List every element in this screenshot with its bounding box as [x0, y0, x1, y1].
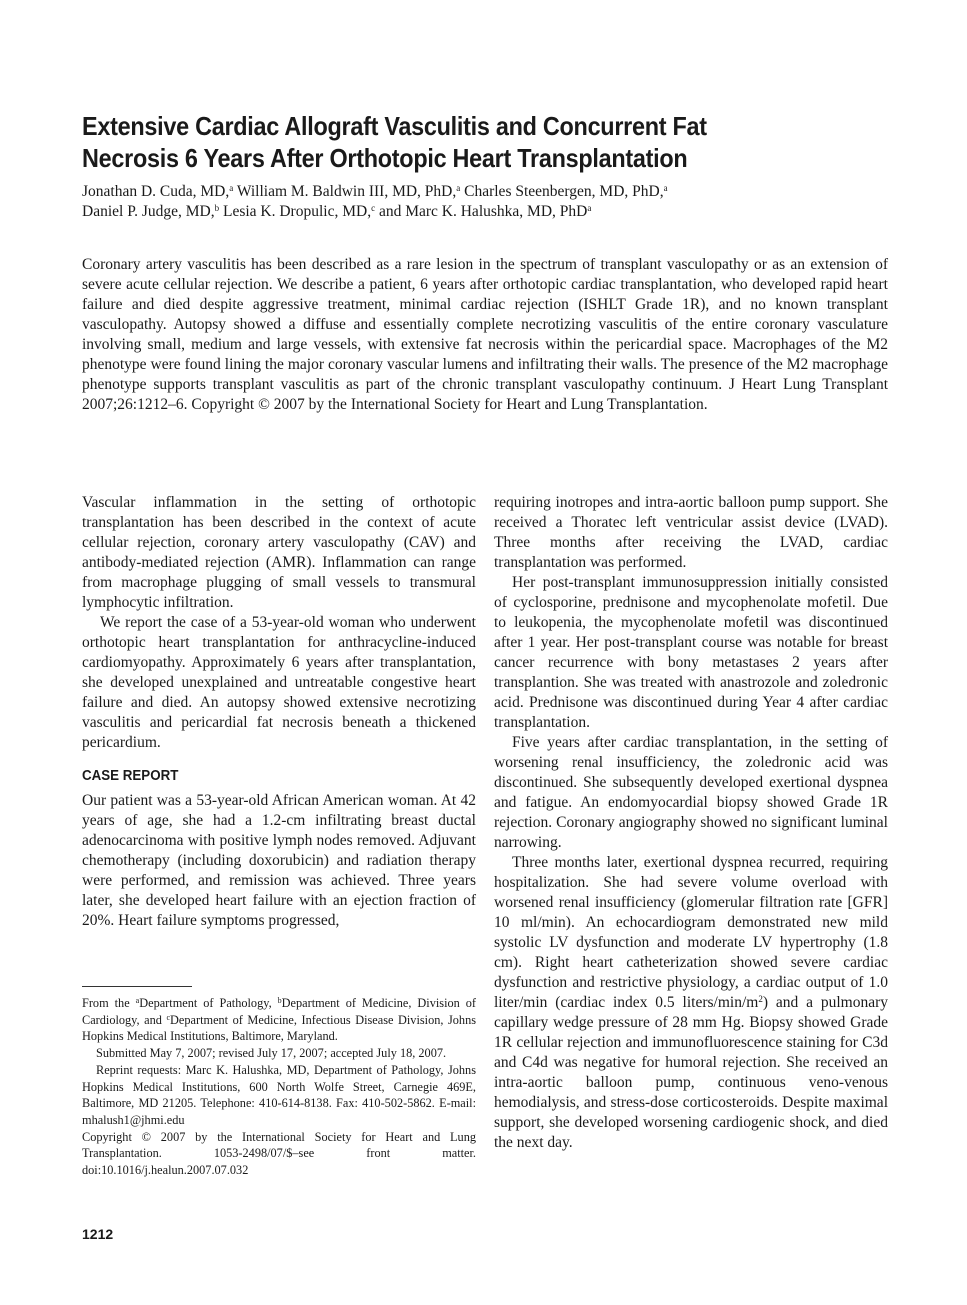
footnote-aff-b: Department of Medicine, Division of Cardiology, and [82, 996, 477, 1027]
title-line-1: Extensive Cardiac Allograft Vasculitis and Concurrent Fat [82, 111, 707, 141]
affiliation-marker: a [135, 996, 140, 1005]
author-name: Marc K. Halushka, MD, PhD [405, 203, 588, 220]
footnote-divider [82, 986, 192, 987]
article-title [82, 110, 820, 174]
affiliation-marker: b [277, 996, 282, 1005]
author-join: and [378, 203, 402, 220]
left-column [82, 493, 476, 931]
footnote-aff-c: Department of Medicine, Infectious Disease Division, Johns Hopkins Medical Institutions, Baltimore, Maryland. [82, 1012, 477, 1044]
affiliation-marker: c [166, 1012, 171, 1022]
footnote-submitted: Submitted May 7, 2007; revised July 17, 2007; accepted July 18, 2007. [96, 1046, 447, 1061]
author-list [82, 182, 902, 222]
affiliation-marker: a [456, 183, 461, 193]
author-name: Daniel P. Judge, MD, [82, 203, 215, 220]
case-paragraph-continued: requiring inotropes and intra-aortic balloon pump support. She received a Thoratec left ventricular assist device (LVAD). Three months after receiving the LVAD, cardiac transplantation was performed. [494, 494, 888, 571]
footnote-affiliations [82, 995, 476, 1045]
case-paragraph-4-part-1: Three months later, exertional dyspnea recurred, requiring hospitalization. She had severe volume overload with worsened renal insufficiency (glomerular filtration rate [GFR] 10 ml/min). An echocardiogram demonstrated new mild systolic LV dysfunction and moderate LV hypertrophy (1.8 cm). Right heart catheterization showed severe cardiac dysfunction and restrictive physiology, a cardiac output of 1.0 liter/min (cardiac index 0.5 liters/min/m [494, 854, 888, 1011]
author-name: Lesia K. Dropulic, MD, [222, 203, 372, 220]
case-paragraph-1: Our patient was a 53-year-old African American woman. At 42 years of age, she had a 1.2-cm infiltrating breast ductal adenocarcinoma with positive lymph nodes removed. Adjuvant chemotherapy (including doxorubicin) and radiation therapy were performed, and remission was achieved. Three years later, she developed heart failure with an ejection fraction of 20%. Heart failure symptoms progressed, [82, 792, 476, 929]
title-line-2: Necrosis 6 Years After Orthotopic Heart Transplantation [82, 143, 688, 173]
superscript-2: 2 [758, 994, 763, 1004]
footnote-reprint: Reprint requests: Marc K. Halushka, MD, Department of Pathology, Johns Hopkins Medical Institutions, 600 North Wolfe Street, Carnegie 469E, Baltimore, MD 21205. Telephone: 410-614-8138. Fax: 410-502-5862. E-mail: mhalush1@jhmi.edu [82, 1062, 476, 1127]
author-name: William M. Baldwin III, MD, PhD, [236, 183, 457, 200]
abstract: Coronary artery vasculitis has been described as a rare lesion in the spectrum of transplant vasculopathy or as an extension of severe acute cellular rejection. We describe a patient, 6 years after orthotopic cardiac transplantation, who developed rapid heart failure and died despite aggressive treatment, minimal cardiac rejection (ISHLT Grade 1R), and no known transplant vasculopathy. Autopsy showed a diffuse and essentially complete necrotizing vasculitis of the entire coronary vasculature involving small, medium and large vessels, with extensive fat necrosis within the pericardial space. Macrophages of the M2 phenotype were found lining the major coronary vascular lumens and infiltrating their walls. The presence of the M2 macrophage phenotype supports transplant vasculitis as part of the chronic transplant vasculopathy continuum. J Heart Lung Transplant 2007;26:1212–6. Copyright © 2007 by the International Society for Heart and Lung Transplantation. [82, 256, 888, 413]
affiliation-marker: b [214, 203, 220, 213]
case-paragraph-3: Five years after cardiac transplantation, in the setting of worsening renal insufficiency, the zoledronic acid was discontinued. She subsequently developed exertional dyspnea and fatigue. An endomyocardial biopsy showed Grade 1R rejection. Coronary angiography showed no significant luminal narrowing. [494, 734, 888, 851]
author-line-2 [82, 202, 902, 222]
case-paragraph-4 [494, 853, 888, 1153]
case-paragraph-2: Her post-transplant immunosuppression initially consisted of cyclosporine, prednisone and mycophenolate mofetil. Due to leukopenia, the mycophenolate mofetil was discontinued after 1 year. Her post-transplant course was notable for breast cancer recurrence with bony metastases 2 years after transplantion. She was treated with anastrozole and zoledronic acid. Prednisone was discontinued during Year 4 after cardiac transplantation. [494, 574, 888, 731]
author-line-1 [82, 182, 902, 202]
footnote-aff-prefix: From the [82, 996, 130, 1010]
footnotes [82, 995, 476, 1179]
footnote-copyright: Copyright © 2007 by the International Society for Heart and Lung Transplantation. 1053-2498/07/$–see front matter. doi:10.1016/j.healun.2007.07.032 [82, 1129, 476, 1178]
affiliation-marker: a [587, 203, 592, 213]
footnote-aff-a: Department of Pathology, [139, 996, 272, 1010]
affiliation-marker: a [229, 183, 234, 193]
affiliation-marker: c [371, 203, 376, 213]
section-heading-case-report: CASE REPORT [82, 768, 179, 784]
page-number: 1212 [82, 1226, 114, 1242]
author-name: Jonathan D. Cuda, MD, [82, 183, 230, 200]
right-column [494, 493, 888, 1153]
intro-paragraph-1: Vascular inflammation in the setting of orthotopic transplantation has been described in the context of acute cellular rejection, coronary artery vasculopathy (CAV) and antibody-mediated rejection (AMR). Inflammation can range from macrophage plugging of small vessels to transmural lymphocytic infiltration. [82, 494, 476, 611]
author-name: Charles Steenbergen, MD, PhD, [464, 183, 664, 200]
case-paragraph-4-part-2: ) and a pulmonary capillary wedge pressure of 28 mm Hg. Biopsy showed Grade 1R cellular rejection and immunofluorescence staining for C3d and C4d was negative for humoral rejection. She received an intra-aortic balloon pump, continuous veno-venous hemodialysis, and stress-dose corticosteroids. Despite maximal support, she developed worsening cardiogenic shock, and died the next day. [494, 994, 888, 1151]
affiliation-marker: a [663, 183, 668, 193]
intro-paragraph-2: We report the case of a 53-year-old woman who underwent orthotopic heart transplantation for anthracycline-induced cardiomyopathy. Approximately 6 years after transplantation, she developed unexplained and untreatable congestive heart failure and died. An autopsy showed extensive necrotizing vasculitis and pericardial fat necrosis beneath a thickened pericardium. [82, 614, 476, 751]
